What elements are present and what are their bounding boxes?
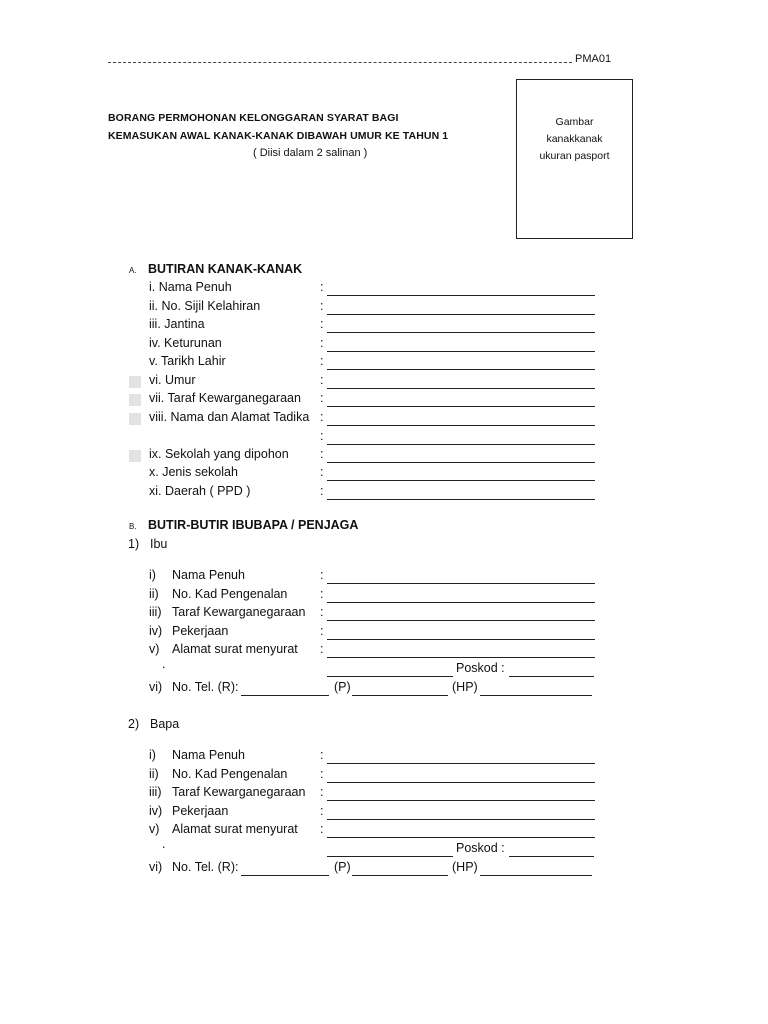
field-colon: : <box>320 447 324 461</box>
section-a-heading: BUTIRAN KANAK-KANAK <box>148 262 303 276</box>
field-colon: : <box>320 465 324 479</box>
form-code: PMA01 <box>575 53 612 65</box>
field-colon: : <box>320 299 324 313</box>
answer-line[interactable] <box>352 875 448 876</box>
field-colon: : <box>320 568 324 582</box>
field-label: vi. Umur <box>149 373 196 387</box>
field-number: iii) <box>149 605 162 619</box>
dot-mark: . <box>162 657 166 671</box>
field-colon: : <box>320 767 324 781</box>
field-number: v) <box>149 642 160 656</box>
field-colon: : <box>320 317 324 331</box>
parent-name: Bapa <box>150 717 180 731</box>
checkbox-square[interactable] <box>129 450 141 462</box>
field-number: iii) <box>149 785 162 799</box>
section-a-letter: A. <box>129 266 137 275</box>
field-colon: : <box>320 410 324 424</box>
field-label: Pekerjaan <box>172 624 229 638</box>
field-number: vi) <box>149 680 163 694</box>
section-b-heading: BUTIR-BUTIR IBUBAPA / PENJAGA <box>148 518 359 532</box>
answer-line[interactable] <box>327 444 595 445</box>
field-label: x. Jenis sekolah <box>149 465 238 479</box>
answer-line[interactable] <box>327 856 453 857</box>
answer-line[interactable] <box>327 657 595 658</box>
field-colon: : <box>320 822 324 836</box>
answer-line[interactable] <box>327 314 595 315</box>
answer-line[interactable] <box>327 782 595 783</box>
answer-line[interactable] <box>327 332 595 333</box>
poskod-label: Poskod : <box>456 661 505 675</box>
field-label: No. Kad Pengenalan <box>172 767 288 781</box>
checkbox-square[interactable] <box>129 376 141 388</box>
answer-line[interactable] <box>480 875 592 876</box>
answer-line[interactable] <box>327 425 595 426</box>
field-colon: : <box>320 484 324 498</box>
tel-p-label: (P) <box>334 860 351 874</box>
answer-line[interactable] <box>327 583 595 584</box>
field-colon: : <box>320 785 324 799</box>
passport-photo-box[interactable] <box>516 79 633 239</box>
field-colon: : <box>320 429 324 443</box>
poskod-label: Poskod : <box>456 841 505 855</box>
answer-line[interactable] <box>352 695 448 696</box>
tel-hp-label: (HP) <box>452 680 478 694</box>
field-colon: : <box>320 748 324 762</box>
answer-line[interactable] <box>480 695 592 696</box>
answer-line[interactable] <box>241 875 329 876</box>
tel-r-label: No. Tel. (R): <box>172 680 239 694</box>
field-label: Taraf Kewarganegaraan <box>172 605 306 619</box>
tel-r-label: No. Tel. (R): <box>172 860 239 874</box>
field-number: ii) <box>149 767 159 781</box>
answer-line[interactable] <box>327 819 595 820</box>
field-colon: : <box>320 605 324 619</box>
field-colon: : <box>320 354 324 368</box>
answer-line[interactable] <box>327 639 595 640</box>
tel-hp-label: (HP) <box>452 860 478 874</box>
answer-line[interactable] <box>509 676 594 677</box>
field-number: ii) <box>149 587 159 601</box>
dot-mark: . <box>162 837 166 851</box>
answer-line[interactable] <box>327 351 595 352</box>
parent-name: Ibu <box>150 537 168 551</box>
answer-line[interactable] <box>327 602 595 603</box>
field-number: v) <box>149 822 160 836</box>
answer-line[interactable] <box>327 480 595 481</box>
field-label: Taraf Kewarganegaraan <box>172 785 306 799</box>
field-label: Alamat surat menyurat <box>172 642 298 656</box>
answer-line[interactable] <box>509 856 594 857</box>
field-number: iv) <box>149 804 163 818</box>
field-label: viii. Nama dan Alamat Tadika <box>149 410 310 424</box>
answer-line[interactable] <box>327 462 595 463</box>
form-subtitle: ( Diisi dalam 2 salinan ) <box>253 147 368 159</box>
answer-line[interactable] <box>327 388 595 389</box>
checkbox-square[interactable] <box>129 394 141 406</box>
answer-line[interactable] <box>327 369 595 370</box>
field-colon: : <box>320 804 324 818</box>
field-colon: : <box>320 642 324 656</box>
field-number: i) <box>149 748 156 762</box>
field-label: iv. Keturunan <box>149 336 222 350</box>
field-label: ii. No. Sijil Kelahiran <box>149 299 261 313</box>
checkbox-square[interactable] <box>129 413 141 425</box>
photo-box-text-3: ukuran pasport <box>539 150 610 162</box>
field-label: Nama Penuh <box>172 568 245 582</box>
field-label: No. Kad Pengenalan <box>172 587 288 601</box>
parent-number: 1) <box>128 537 140 551</box>
field-number: vi) <box>149 860 163 874</box>
answer-line[interactable] <box>327 800 595 801</box>
tel-p-label: (P) <box>334 680 351 694</box>
answer-line[interactable] <box>327 295 595 296</box>
answer-line[interactable] <box>327 676 453 677</box>
field-label: Alamat surat menyurat <box>172 822 298 836</box>
field-label: vii. Taraf Kewarganegaraan <box>149 391 301 405</box>
photo-box-text-2: kanakkanak <box>546 133 603 145</box>
header-dashed-rule <box>108 62 572 63</box>
field-label: i. Nama Penuh <box>149 280 232 294</box>
answer-line[interactable] <box>327 406 595 407</box>
field-colon: : <box>320 391 324 405</box>
field-label: v. Tarikh Lahir <box>149 354 226 368</box>
section-b-letter: B. <box>129 522 137 531</box>
field-colon: : <box>320 624 324 638</box>
form-title-line-2: KEMASUKAN AWAL KANAK-KANAK DIBAWAH UMUR KE TAHUN 1 <box>108 130 449 142</box>
field-colon: : <box>320 373 324 387</box>
answer-line[interactable] <box>327 763 595 764</box>
parent-number: 2) <box>128 717 140 731</box>
answer-line[interactable] <box>327 620 595 621</box>
field-colon: : <box>320 587 324 601</box>
field-label: xi. Daerah ( PPD ) <box>149 484 251 498</box>
form-title-line-1: BORANG PERMOHONAN KELONGGARAN SYARAT BAGI <box>108 112 399 124</box>
field-label: ix. Sekolah yang dipohon <box>149 447 289 461</box>
field-label: Pekerjaan <box>172 804 229 818</box>
field-label: Nama Penuh <box>172 748 245 762</box>
field-number: iv) <box>149 624 163 638</box>
field-colon: : <box>320 336 324 350</box>
field-number: i) <box>149 568 156 582</box>
photo-box-text-1: Gambar <box>555 116 594 128</box>
answer-line[interactable] <box>327 837 595 838</box>
answer-line[interactable] <box>327 499 595 500</box>
field-label: iii. Jantina <box>149 317 205 331</box>
answer-line[interactable] <box>241 695 329 696</box>
field-colon: : <box>320 280 324 294</box>
